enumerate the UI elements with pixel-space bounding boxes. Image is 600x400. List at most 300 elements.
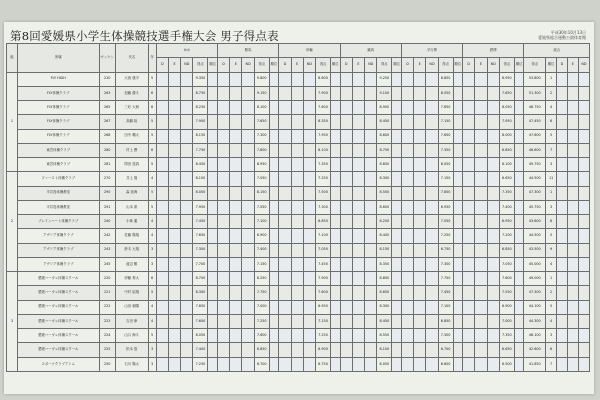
- name-cell: 井上 翔: [115, 172, 148, 186]
- event-0-sub-2: ND: [181, 58, 193, 72]
- total-rank: 3: [546, 329, 557, 343]
- event-1-blank: [230, 286, 242, 300]
- team-cell: スポーツクラブアトム: [17, 357, 99, 372]
- event-3-blank: [352, 129, 364, 143]
- event-2-blank: [279, 158, 291, 172]
- event-4-blank: [426, 172, 438, 186]
- event-1-blank: [217, 215, 229, 229]
- total-score: 48.750: [524, 101, 546, 115]
- event-5-rank: [514, 101, 524, 115]
- event-1-rank: [269, 101, 279, 115]
- event-4-rank: [453, 286, 463, 300]
- event-1-blank: [242, 257, 254, 271]
- table-row: [7, 200, 590, 214]
- event-0-blank: [181, 243, 193, 257]
- event-1-rank: [269, 272, 279, 286]
- event-1-blank: [230, 101, 242, 115]
- event-4-blank: [426, 186, 438, 200]
- event-4-rank: [453, 115, 463, 129]
- event-0-blank: [181, 200, 193, 214]
- event-5-blank: [475, 314, 487, 328]
- event-2-blank: [303, 286, 315, 300]
- event-4-blank: [401, 229, 413, 243]
- event-0-blank: [168, 272, 180, 286]
- event-1-blank: [230, 72, 242, 86]
- event-1-score: 6.850: [254, 343, 269, 357]
- event-0-score: 7.400: [193, 343, 208, 357]
- event-4-rank: [453, 129, 463, 143]
- total-rank: 3: [546, 200, 557, 214]
- event-0-rank: [208, 186, 218, 200]
- event-1-blank: [217, 172, 229, 186]
- event-4-blank: [426, 143, 438, 157]
- event-0-rank: [208, 229, 218, 243]
- event-3-blank: [352, 143, 364, 157]
- event-0-score: 7.750: [193, 143, 208, 157]
- event-3-blank: [352, 186, 364, 200]
- event-5-blank: [463, 286, 475, 300]
- total-rank: 7: [546, 143, 557, 157]
- event-2-blank: [303, 300, 315, 314]
- event-4-score: 7.350: [438, 143, 453, 157]
- event-2-score: 7.600: [316, 101, 331, 115]
- event-2-blank: [303, 72, 315, 86]
- event-0-blank: [181, 115, 193, 129]
- event-1-blank: [242, 357, 254, 372]
- event-3-blank: [340, 101, 352, 115]
- event-3-blank: [340, 343, 352, 357]
- event-3-blank: [365, 143, 377, 157]
- event-1-blank: [242, 272, 254, 286]
- event-0-score: 8.700: [193, 272, 208, 286]
- event-5-rank: [514, 329, 524, 343]
- table-row: [7, 101, 590, 115]
- number-cell: 263: [99, 86, 115, 100]
- event-5-rank: [514, 158, 524, 172]
- event-2-blank: [291, 215, 303, 229]
- team-cell: アザリア体操クラブ: [17, 229, 99, 243]
- event-5-blank: [463, 115, 475, 129]
- event-2-score: 7.250: [316, 329, 331, 343]
- event-0-blank: [156, 300, 168, 314]
- event-1-rank: [269, 172, 279, 186]
- event-2-blank: [303, 129, 315, 143]
- total-blank: [557, 115, 568, 129]
- event-3-rank: [392, 86, 402, 100]
- event-2-blank: [279, 329, 291, 343]
- event-2-blank: [279, 129, 291, 143]
- event-1-blank: [242, 300, 254, 314]
- event-4-score: 7.150: [438, 115, 453, 129]
- event-0-score: 8.150: [193, 129, 208, 143]
- event-0-blank: [168, 343, 180, 357]
- event-1-blank: [242, 229, 254, 243]
- event-1-score: 6.700: [254, 357, 269, 372]
- event-5-blank: [487, 215, 499, 229]
- number-cell: 242: [99, 229, 115, 243]
- event-1-sub-3: 得点: [254, 58, 269, 72]
- total-blank: [578, 286, 589, 300]
- event-0-score: 7.700: [193, 257, 208, 271]
- event-5-blank: [463, 172, 475, 186]
- event-5-blank: [475, 143, 487, 157]
- event-4-blank: [401, 72, 413, 86]
- event-2-score: 7.350: [316, 158, 331, 172]
- event-5-blank: [487, 357, 499, 372]
- event-4-score: 7.750: [438, 272, 453, 286]
- event-4-blank: [426, 243, 438, 257]
- event-5-blank: [475, 172, 487, 186]
- event-1-blank: [230, 343, 242, 357]
- event-5-blank: [475, 72, 487, 86]
- event-header-3: 跳馬: [340, 44, 401, 58]
- total-blank: [557, 329, 568, 343]
- total-blank: [567, 215, 578, 229]
- total-blank: [578, 272, 589, 286]
- event-0-rank: [208, 329, 218, 343]
- event-4-blank: [401, 286, 413, 300]
- event-3-score: 8.650: [377, 286, 392, 300]
- table-row: [7, 158, 590, 172]
- event-1-blank: [230, 314, 242, 328]
- event-0-blank: [181, 329, 193, 343]
- event-5-blank: [487, 200, 499, 214]
- event-1-blank: [242, 186, 254, 200]
- event-0-blank: [181, 215, 193, 229]
- event-2-blank: [291, 143, 303, 157]
- event-5-blank: [463, 72, 475, 86]
- event-3-score: 8.600: [377, 200, 392, 214]
- name-cell: 鈴木 大翔: [115, 243, 148, 257]
- event-3-blank: [340, 243, 352, 257]
- event-0-score: 7.450: [193, 215, 208, 229]
- event-0-score: 7.650: [193, 229, 208, 243]
- team-cell: 愛媛ハーヴェ体操スクール: [17, 286, 99, 300]
- grade-cell: 6: [148, 143, 156, 157]
- event-2-blank: [279, 286, 291, 300]
- total-blank: [557, 158, 568, 172]
- number-cell: 222: [99, 300, 115, 314]
- team-cell: FLY体操クラブ: [17, 115, 99, 129]
- event-1-blank: [230, 200, 242, 214]
- event-2-blank: [291, 272, 303, 286]
- event-1-blank: [242, 243, 254, 257]
- event-5-blank: [475, 129, 487, 143]
- team-cell: FLY HIGH: [17, 72, 99, 86]
- event-0-rank: [208, 158, 218, 172]
- event-1-blank: [217, 243, 229, 257]
- event-2-score: 7.150: [316, 314, 331, 328]
- event-1-blank: [217, 115, 229, 129]
- event-5-score: 7.050: [499, 257, 514, 271]
- event-0-score: 7.850: [193, 300, 208, 314]
- event-5-blank: [463, 272, 475, 286]
- event-1-blank: [242, 86, 254, 100]
- event-3-rank: [392, 257, 402, 271]
- total-blank: [557, 129, 568, 143]
- event-1-blank: [242, 329, 254, 343]
- total-score: 43.600: [524, 215, 546, 229]
- total-blank: [567, 143, 578, 157]
- event-5-blank: [475, 329, 487, 343]
- event-5-rank: [514, 200, 524, 214]
- event-5-blank: [487, 343, 499, 357]
- event-2-blank: [303, 158, 315, 172]
- event-2-sub-1: E: [291, 58, 303, 72]
- grade-cell: 6: [148, 101, 156, 115]
- number-cell: 291: [99, 200, 115, 214]
- event-5-blank: [463, 300, 475, 314]
- event-3-blank: [340, 186, 352, 200]
- event-1-blank: [217, 72, 229, 86]
- event-0-blank: [181, 72, 193, 86]
- event-1-blank: [242, 143, 254, 157]
- event-0-blank: [168, 172, 180, 186]
- total-blank: [567, 357, 578, 372]
- number-cell: 267: [99, 115, 115, 129]
- total-score: 47.450: [524, 115, 546, 129]
- grade-cell: 3: [148, 343, 156, 357]
- event-1-blank: [242, 286, 254, 300]
- event-1-score: 7.000: [254, 300, 269, 314]
- event-5-blank: [475, 115, 487, 129]
- event-2-blank: [279, 257, 291, 271]
- total-sub-1: 順位: [546, 58, 557, 72]
- name-cell: 吉田 律: [115, 314, 148, 328]
- event-3-score: 9.100: [377, 86, 392, 100]
- event-3-rank: [392, 229, 402, 243]
- total-blank: [557, 86, 568, 100]
- event-4-blank: [401, 158, 413, 172]
- event-2-score: 7.250: [316, 172, 331, 186]
- total-rank: 2: [546, 286, 557, 300]
- table-row: [7, 229, 590, 243]
- event-2-blank: [291, 101, 303, 115]
- event-4-sub-1: E: [414, 58, 426, 72]
- event-2-blank: [279, 272, 291, 286]
- table-row: [7, 215, 590, 229]
- event-2-rank: [331, 186, 341, 200]
- event-1-blank: [217, 143, 229, 157]
- event-1-score: 7.800: [254, 143, 269, 157]
- event-2-score: 6.850: [316, 215, 331, 229]
- event-0-blank: [168, 115, 180, 129]
- total-blank: [578, 300, 589, 314]
- event-5-score: 6.850: [499, 143, 514, 157]
- event-3-score: 8.200: [377, 215, 392, 229]
- event-3-blank: [365, 129, 377, 143]
- event-4-score: 7.300: [438, 257, 453, 271]
- event-1-rank: [269, 357, 279, 372]
- number-cell: 240: [99, 215, 115, 229]
- event-1-score: 6.900: [254, 229, 269, 243]
- name-cell: 三好 大和: [115, 101, 148, 115]
- event-1-sub-4: 順位: [269, 58, 279, 72]
- event-3-blank: [352, 200, 364, 214]
- grade-cell: 4: [148, 314, 156, 328]
- event-1-score: 7.150: [254, 257, 269, 271]
- total-blank: [567, 300, 578, 314]
- group-label: 1: [7, 72, 18, 172]
- event-3-blank: [352, 101, 364, 115]
- event-0-blank: [168, 200, 180, 214]
- event-4-rank: [453, 186, 463, 200]
- event-1-rank: [269, 343, 279, 357]
- event-4-blank: [401, 101, 413, 115]
- event-2-sub-3: 得点: [316, 58, 331, 72]
- event-0-score: 8.000: [193, 186, 208, 200]
- event-5-score: 7.850: [499, 86, 514, 100]
- event-4-rank: [453, 357, 463, 372]
- event-5-rank: [514, 172, 524, 186]
- event-1-score: 9.150: [254, 86, 269, 100]
- event-2-score: 8.350: [316, 115, 331, 129]
- event-2-score: 7.300: [316, 200, 331, 214]
- event-0-blank: [168, 86, 180, 100]
- total-rank: 5: [546, 129, 557, 143]
- event-4-blank: [414, 158, 426, 172]
- total-score: 47.300: [524, 186, 546, 200]
- event-2-rank: [331, 172, 341, 186]
- event-0-score: 8.750: [193, 86, 208, 100]
- event-3-rank: [392, 72, 402, 86]
- event-4-blank: [414, 215, 426, 229]
- event-5-score: 7.350: [499, 186, 514, 200]
- event-0-rank: [208, 314, 218, 328]
- event-1-blank: [230, 257, 242, 271]
- event-3-blank: [365, 314, 377, 328]
- event-4-rank: [453, 172, 463, 186]
- event-5-sub-3: 得点: [499, 58, 514, 72]
- total-sub-0: 得点: [524, 58, 546, 72]
- event-1-score: 7.050: [254, 172, 269, 186]
- event-0-rank: [208, 286, 218, 300]
- event-3-score: 8.050: [377, 357, 392, 372]
- total-rank: 4: [546, 257, 557, 271]
- event-header-2: 吊輪: [279, 44, 340, 58]
- event-2-blank: [279, 186, 291, 200]
- event-0-blank: [156, 257, 168, 271]
- name-cell: 山田 朝陽: [115, 300, 148, 314]
- event-4-sub-3: 得点: [438, 58, 453, 72]
- event-5-blank: [475, 101, 487, 115]
- event-2-blank: [291, 200, 303, 214]
- event-0-blank: [181, 314, 193, 328]
- event-2-rank: [331, 129, 341, 143]
- event-4-score: 7.800: [438, 186, 453, 200]
- number-cell: 280: [99, 143, 115, 157]
- event-0-blank: [181, 86, 193, 100]
- event-0-rank: [208, 101, 218, 115]
- event-5-rank: [514, 129, 524, 143]
- event-1-rank: [269, 115, 279, 129]
- event-3-blank: [352, 243, 364, 257]
- table-row: [7, 300, 590, 314]
- event-3-blank: [352, 215, 364, 229]
- event-4-blank: [414, 329, 426, 343]
- total-blank: [567, 186, 578, 200]
- event-4-blank: [401, 129, 413, 143]
- event-header-5: 鉄棒: [463, 44, 524, 58]
- event-2-rank: [331, 101, 341, 115]
- event-1-rank: [269, 129, 279, 143]
- event-1-score: 8.950: [254, 158, 269, 172]
- event-5-score: 7.950: [499, 115, 514, 129]
- event-5-rank: [514, 343, 524, 357]
- event-1-blank: [217, 229, 229, 243]
- event-1-blank: [230, 86, 242, 100]
- table-row: [7, 257, 590, 271]
- event-2-blank: [279, 243, 291, 257]
- event-2-blank: [291, 343, 303, 357]
- event-4-sub-2: ND: [426, 58, 438, 72]
- event-0-rank: [208, 343, 218, 357]
- event-1-blank: [217, 257, 229, 271]
- table-row: [7, 86, 590, 100]
- event-1-blank: [217, 286, 229, 300]
- name-cell: 小林 蓮: [115, 215, 148, 229]
- event-2-blank: [279, 86, 291, 100]
- grade-cell: 5: [148, 129, 156, 143]
- total-rank: 5: [546, 229, 557, 243]
- name-cell: 高橋 陸: [115, 115, 148, 129]
- total-blank: [557, 186, 568, 200]
- event-0-blank: [168, 357, 180, 372]
- total-rank: 6: [546, 343, 557, 357]
- event-1-score: 7.600: [254, 329, 269, 343]
- event-1-blank: [230, 272, 242, 286]
- event-3-rank: [392, 329, 402, 343]
- event-0-score: 8.300: [193, 286, 208, 300]
- event-4-blank: [401, 186, 413, 200]
- event-5-blank: [487, 72, 499, 86]
- total-blank: [578, 115, 589, 129]
- event-5-blank: [487, 129, 499, 143]
- event-0-blank: [156, 286, 168, 300]
- event-5-score: 6.950: [499, 215, 514, 229]
- event-0-blank: [156, 86, 168, 100]
- event-4-rank: [453, 314, 463, 328]
- event-4-blank: [426, 272, 438, 286]
- event-2-blank: [279, 314, 291, 328]
- total-rank: 1: [546, 186, 557, 200]
- event-1-blank: [242, 343, 254, 357]
- event-header-1: 鞍馬: [217, 44, 278, 58]
- event-4-blank: [426, 314, 438, 328]
- event-3-blank: [365, 229, 377, 243]
- table-row: [7, 343, 590, 357]
- event-2-score: 7.450: [316, 257, 331, 271]
- grade-cell: 4: [148, 172, 156, 186]
- event-5-score: 6.500: [499, 357, 514, 372]
- event-3-score: 8.400: [377, 229, 392, 243]
- event-5-blank: [487, 101, 499, 115]
- col-team-header: 所属: [17, 44, 99, 73]
- event-2-blank: [303, 229, 315, 243]
- event-4-blank: [414, 129, 426, 143]
- event-2-rank: [331, 286, 341, 300]
- event-1-sub-1: E: [230, 58, 242, 72]
- event-4-blank: [401, 272, 413, 286]
- event-4-blank: [426, 86, 438, 100]
- event-0-rank: [208, 200, 218, 214]
- event-0-blank: [181, 257, 193, 271]
- event-4-score: 6.950: [438, 200, 453, 214]
- event-5-score: 8.050: [499, 101, 514, 115]
- name-cell: 加藤 優斗: [115, 86, 148, 100]
- event-2-rank: [331, 158, 341, 172]
- event-4-blank: [414, 72, 426, 86]
